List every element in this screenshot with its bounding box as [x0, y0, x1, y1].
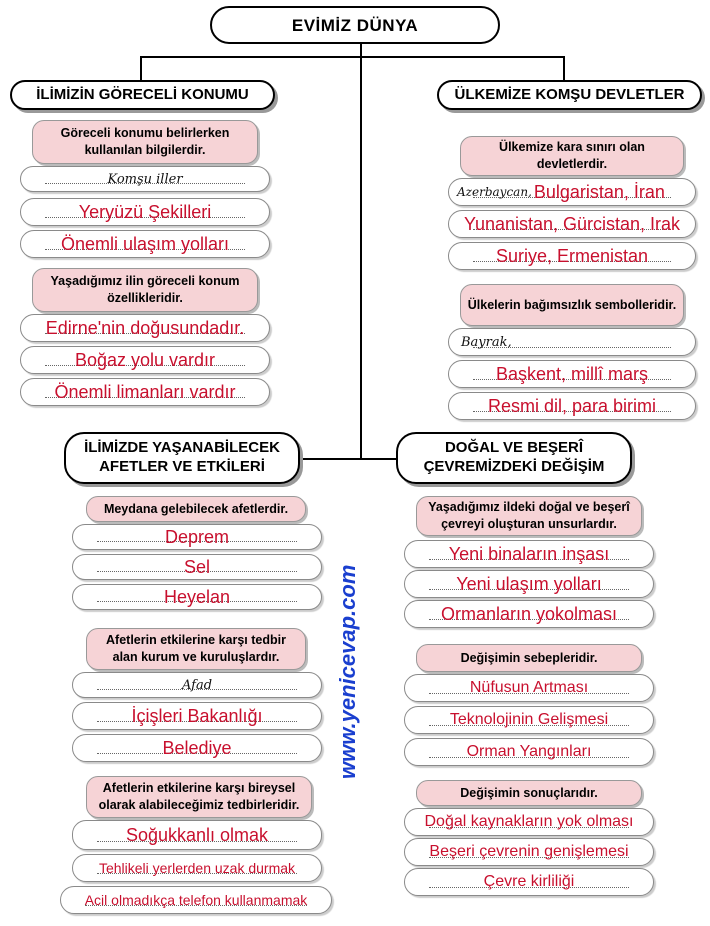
answer-line — [72, 702, 322, 730]
connector-top-left-drop — [140, 56, 142, 80]
main-title: EVİMİZ DÜNYA — [210, 6, 500, 44]
answer-text: Ormanların yokolması — [440, 603, 618, 624]
answer-line — [404, 570, 654, 598]
watermark: www.yenicevap.com — [335, 564, 360, 779]
answer-line — [404, 600, 654, 628]
answer-text: Doğal kaynakların yok olması — [424, 813, 634, 830]
prompt-box: Ülkemize kara sınırı olan devletlerdir. — [460, 136, 684, 176]
answer-text: Suriye, Ermenistan — [495, 245, 649, 266]
answer-line — [72, 820, 322, 850]
prompt-box: Meydana gelebilecek afetlerdir. — [86, 496, 306, 522]
prompt-box: Göreceli konumu belirlerken kullanılan bilgilerdir. — [32, 120, 258, 164]
answer-line — [72, 524, 322, 550]
category-title-disasters: İLİMİZDE YAŞANABİLECEK AFETLER VE ETKİLERİ — [64, 432, 300, 484]
answer-text: Yeni binaların inşası — [448, 543, 610, 564]
connector-bottom-right — [360, 458, 400, 460]
answer-text: Bulgaristan, İran — [533, 181, 665, 202]
answer-text: Boğaz yolu vardır — [74, 349, 216, 370]
answer-line — [448, 360, 696, 388]
connector-main-vertical — [360, 40, 362, 460]
category-title-relative-location: İLİMİZİN GÖRECELİ KONUMU — [10, 80, 275, 110]
answer-line — [404, 868, 654, 896]
connector-top-right-drop — [563, 56, 565, 80]
answer-text: Soğukkanlı olmak — [125, 824, 269, 845]
answer-text: Belediye — [162, 737, 232, 758]
answer-text: Tehlikeli yerlerden uzak durmak — [98, 860, 296, 876]
answer-text: Bayrak, — [461, 334, 512, 350]
answer-text: İçişleri Bakanlığı — [131, 705, 263, 726]
answer-text: Heyelan — [163, 586, 231, 607]
answer-line — [404, 706, 654, 734]
answer-line — [404, 540, 654, 568]
answer-text: Nüfusun Artması — [469, 679, 589, 696]
answer-text: Orman Yangınları — [466, 743, 592, 760]
answer-line — [20, 230, 270, 258]
answer-line — [20, 166, 270, 192]
answer-text: Edirne'nin doğusundadır. — [45, 317, 245, 338]
prompt-box: Yaşadığımız ilin göreceli konum özellikleridir. — [32, 268, 258, 312]
answer-text: Afad — [181, 677, 213, 693]
prompt-box: Ülkelerin bağımsızlık sembolleridir. — [460, 284, 684, 326]
prompt-box: Afetlerin etkilerine karşı tedbir alan kurum ve kuruluşlardır. — [86, 628, 306, 670]
answer-text: Azerbaycan, — [457, 185, 532, 199]
prompt-box: Afetlerin etkilerine karşı bireysel olarak alabileceğimiz tedbirleridir. — [86, 776, 312, 818]
answer-text: Önemli ulaşım yolları — [60, 233, 230, 254]
answer-line — [72, 672, 322, 698]
answer-text: Yunanistan, Gürcistan, Irak — [463, 213, 681, 234]
category-title-environment-change: DOĞAL VE BEŞERÎ ÇEVREMİZDEKİ DEĞİŞİM — [396, 432, 632, 484]
answer-line — [448, 210, 696, 238]
answer-text: Komşu iller — [107, 171, 183, 187]
answer-text: Başkent, millî marş — [495, 363, 649, 384]
answer-text: Deprem — [164, 526, 230, 547]
answer-line — [404, 738, 654, 766]
answer-text: Yeni ulaşım yolları — [456, 573, 602, 594]
answer-line — [60, 886, 332, 914]
answer-text: Beşeri çevrenin genişlemesi — [429, 843, 629, 860]
answer-line — [448, 178, 696, 206]
answer-line — [448, 328, 696, 356]
prompt-box: Yaşadığımız ildeki doğal ve beşerî çevreyi oluşturan unsurlardır. — [416, 496, 642, 536]
answer-line — [72, 584, 322, 610]
answer-text: Resmi dil, para birimi — [487, 395, 657, 416]
answer-line — [448, 242, 696, 270]
connector-bottom-left — [300, 458, 362, 460]
answer-line — [20, 198, 270, 226]
answer-line — [20, 378, 270, 406]
category-title-neighbor-countries: ÜLKEMİZE KOMŞU DEVLETLER — [437, 80, 702, 110]
answer-text: Önemli limanları vardır — [54, 381, 236, 402]
answer-line — [404, 808, 654, 836]
answer-line — [72, 734, 322, 762]
answer-text: Acil olmadıkça telefon kullanmamak — [84, 892, 308, 908]
prompt-box: Değişimin sonuçlarıdır. — [416, 780, 642, 806]
answer-line — [72, 854, 322, 882]
answer-text: Yeryüzü Şekilleri — [78, 201, 212, 222]
prompt-box: Değişimin sebepleridir. — [416, 644, 642, 672]
answer-text: Çevre kirliliği — [483, 873, 575, 890]
answer-text: Sel — [183, 556, 210, 577]
answer-line — [72, 554, 322, 580]
answer-line — [20, 314, 270, 342]
answer-line — [448, 392, 696, 420]
answer-line — [404, 838, 654, 866]
answer-line — [404, 674, 654, 702]
connector-top-horizontal — [140, 56, 565, 58]
answer-line — [20, 346, 270, 374]
answer-text: Teknolojinin Gelişmesi — [449, 711, 609, 728]
